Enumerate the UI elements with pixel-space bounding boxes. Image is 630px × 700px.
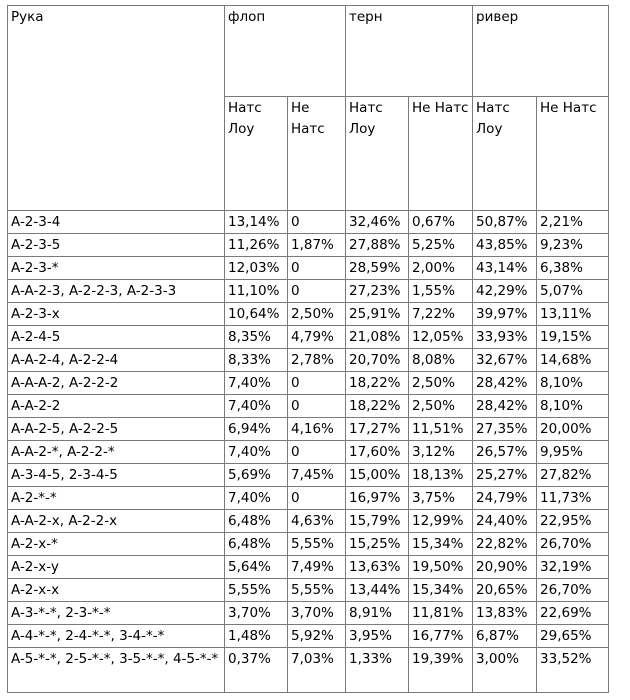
cell-flop-not-nuts: 4,79% [288, 326, 346, 349]
cell-hand: A-5-*-*, 2-5-*-*, 3-5-*-*, 4-5-*-* [8, 648, 225, 693]
cell-turn-nuts-low: 17,27% [346, 418, 409, 441]
cell-river-nuts-low: 3,00% [473, 648, 537, 693]
cell-river-nuts-low: 27,35% [473, 418, 537, 441]
cell-turn-nuts-low: 32,46% [346, 211, 409, 234]
cell-turn-not-nuts: 19,39% [409, 648, 473, 693]
cell-flop-nuts-low: 5,64% [225, 556, 288, 579]
table-row [8, 487, 609, 510]
cell-flop-nuts-low: 11,10% [225, 280, 288, 303]
header-turn-not-nuts: Не Натс [409, 97, 473, 211]
cell-river-not-nuts: 26,70% [537, 533, 609, 556]
cell-flop-not-nuts: 5,92% [288, 625, 346, 648]
cell-river-nuts-low: 24,40% [473, 510, 537, 533]
cell-flop-not-nuts: 0 [288, 395, 346, 418]
table-header [8, 6, 609, 211]
cell-flop-nuts-low: 6,94% [225, 418, 288, 441]
table-row [8, 211, 609, 234]
cell-turn-not-nuts: 18,13% [409, 464, 473, 487]
cell-turn-nuts-low: 17,60% [346, 441, 409, 464]
cell-flop-nuts-low: 0,37% [225, 648, 288, 693]
cell-turn-nuts-low: 21,08% [346, 326, 409, 349]
cell-river-not-nuts: 19,15% [537, 326, 609, 349]
cell-river-nuts-low: 42,29% [473, 280, 537, 303]
cell-hand: A-A-2-5, A-2-2-5 [8, 418, 225, 441]
cell-river-nuts-low: 28,42% [473, 372, 537, 395]
cell-hand: A-A-2-4, A-2-2-4 [8, 349, 225, 372]
cell-turn-not-nuts: 15,34% [409, 533, 473, 556]
cell-turn-not-nuts: 0,67% [409, 211, 473, 234]
header-turn-nuts-low: Натс Лоу [346, 97, 409, 211]
table-row [8, 280, 609, 303]
header-flop-not-nuts: Не Натс [288, 97, 346, 211]
cell-turn-not-nuts: 7,22% [409, 303, 473, 326]
cell-turn-not-nuts: 16,77% [409, 625, 473, 648]
cell-river-nuts-low: 13,83% [473, 602, 537, 625]
table-row [8, 579, 609, 602]
cell-turn-not-nuts: 12,05% [409, 326, 473, 349]
cell-flop-nuts-low: 6,48% [225, 533, 288, 556]
cell-hand: A-A-A-2, A-2-2-2 [8, 372, 225, 395]
cell-turn-nuts-low: 28,59% [346, 257, 409, 280]
header-river-not-nuts: Не Натс [537, 97, 609, 211]
cell-river-nuts-low: 26,57% [473, 441, 537, 464]
cell-river-not-nuts: 9,23% [537, 234, 609, 257]
cell-hand: A-3-*-*, 2-3-*-* [8, 602, 225, 625]
cell-flop-not-nuts: 0 [288, 487, 346, 510]
header-river: ривер [473, 6, 609, 97]
table-body [8, 211, 609, 693]
cell-flop-not-nuts: 0 [288, 257, 346, 280]
cell-hand: A-2-x-x [8, 579, 225, 602]
cell-flop-nuts-low: 10,64% [225, 303, 288, 326]
cell-flop-nuts-low: 7,40% [225, 372, 288, 395]
cell-river-not-nuts: 2,21% [537, 211, 609, 234]
cell-turn-not-nuts: 1,55% [409, 280, 473, 303]
cell-flop-not-nuts: 3,70% [288, 602, 346, 625]
cell-flop-not-nuts: 2,78% [288, 349, 346, 372]
cell-river-nuts-low: 43,14% [473, 257, 537, 280]
cell-turn-not-nuts: 2,50% [409, 372, 473, 395]
cell-flop-nuts-low: 7,40% [225, 487, 288, 510]
cell-flop-not-nuts: 2,50% [288, 303, 346, 326]
cell-turn-nuts-low: 8,91% [346, 602, 409, 625]
cell-turn-nuts-low: 16,97% [346, 487, 409, 510]
cell-hand: A-2-4-5 [8, 326, 225, 349]
cell-turn-nuts-low: 15,79% [346, 510, 409, 533]
table-row [8, 418, 609, 441]
cell-river-nuts-low: 39,97% [473, 303, 537, 326]
header-flop: флоп [225, 6, 346, 97]
cell-turn-not-nuts: 2,00% [409, 257, 473, 280]
cell-flop-nuts-low: 5,69% [225, 464, 288, 487]
header-river-nuts-low: Натс Лоу [473, 97, 537, 211]
header-hand: Рука [8, 6, 225, 211]
cell-river-nuts-low: 24,79% [473, 487, 537, 510]
cell-turn-nuts-low: 27,23% [346, 280, 409, 303]
cell-flop-not-nuts: 4,63% [288, 510, 346, 533]
cell-flop-nuts-low: 7,40% [225, 441, 288, 464]
cell-river-not-nuts: 29,65% [537, 625, 609, 648]
table-row [8, 257, 609, 280]
cell-river-not-nuts: 22,69% [537, 602, 609, 625]
cell-river-not-nuts: 32,19% [537, 556, 609, 579]
cell-turn-nuts-low: 15,25% [346, 533, 409, 556]
table-row [8, 510, 609, 533]
cell-turn-not-nuts: 3,75% [409, 487, 473, 510]
cell-river-not-nuts: 8,10% [537, 372, 609, 395]
table-row [8, 372, 609, 395]
cell-flop-nuts-low: 5,55% [225, 579, 288, 602]
cell-river-not-nuts: 5,07% [537, 280, 609, 303]
cell-river-not-nuts: 9,95% [537, 441, 609, 464]
cell-turn-not-nuts: 19,50% [409, 556, 473, 579]
cell-flop-nuts-low: 11,26% [225, 234, 288, 257]
cell-river-not-nuts: 14,68% [537, 349, 609, 372]
table-row [8, 441, 609, 464]
table-row [8, 349, 609, 372]
cell-river-nuts-low: 50,87% [473, 211, 537, 234]
table-row [8, 602, 609, 625]
cell-turn-nuts-low: 13,63% [346, 556, 409, 579]
cell-hand: A-A-2-*, A-2-2-* [8, 441, 225, 464]
cell-hand: A-A-2-x, A-2-2-x [8, 510, 225, 533]
cell-river-nuts-low: 20,90% [473, 556, 537, 579]
cell-river-not-nuts: 20,00% [537, 418, 609, 441]
cell-river-not-nuts: 26,70% [537, 579, 609, 602]
table-row [8, 234, 609, 257]
cell-hand: A-2-3-4 [8, 211, 225, 234]
cell-hand: A-4-*-*, 2-4-*-*, 3-4-*-* [8, 625, 225, 648]
cell-flop-nuts-low: 8,35% [225, 326, 288, 349]
table-row [8, 326, 609, 349]
cell-hand: A-2-3-x [8, 303, 225, 326]
cell-turn-not-nuts: 11,51% [409, 418, 473, 441]
cell-river-nuts-low: 43,85% [473, 234, 537, 257]
table-row [8, 556, 609, 579]
cell-hand: A-2-*-* [8, 487, 225, 510]
cell-flop-not-nuts: 4,16% [288, 418, 346, 441]
cell-river-not-nuts: 27,82% [537, 464, 609, 487]
cell-river-not-nuts: 6,38% [537, 257, 609, 280]
cell-flop-not-nuts: 0 [288, 441, 346, 464]
cell-river-nuts-low: 6,87% [473, 625, 537, 648]
cell-flop-nuts-low: 6,48% [225, 510, 288, 533]
table-row [8, 464, 609, 487]
cell-river-nuts-low: 25,27% [473, 464, 537, 487]
cell-flop-nuts-low: 13,14% [225, 211, 288, 234]
cell-turn-not-nuts: 3,12% [409, 441, 473, 464]
cell-flop-nuts-low: 3,70% [225, 602, 288, 625]
cell-turn-nuts-low: 25,91% [346, 303, 409, 326]
cell-flop-nuts-low: 1,48% [225, 625, 288, 648]
cell-turn-nuts-low: 1,33% [346, 648, 409, 693]
cell-river-not-nuts: 33,52% [537, 648, 609, 693]
cell-river-nuts-low: 22,82% [473, 533, 537, 556]
cell-flop-nuts-low: 8,33% [225, 349, 288, 372]
cell-flop-not-nuts: 5,55% [288, 579, 346, 602]
header-row-main [8, 6, 609, 97]
cell-turn-not-nuts: 2,50% [409, 395, 473, 418]
cell-flop-not-nuts: 0 [288, 211, 346, 234]
table-row [8, 625, 609, 648]
cell-turn-not-nuts: 8,08% [409, 349, 473, 372]
cell-river-not-nuts: 11,73% [537, 487, 609, 510]
cell-river-nuts-low: 33,93% [473, 326, 537, 349]
cell-river-not-nuts: 13,11% [537, 303, 609, 326]
cell-turn-nuts-low: 15,00% [346, 464, 409, 487]
cell-flop-not-nuts: 7,03% [288, 648, 346, 693]
cell-river-not-nuts: 22,95% [537, 510, 609, 533]
cell-river-nuts-low: 32,67% [473, 349, 537, 372]
cell-river-nuts-low: 20,65% [473, 579, 537, 602]
cell-hand: A-2-3-* [8, 257, 225, 280]
odds-table [7, 5, 609, 693]
cell-turn-nuts-low: 18,22% [346, 372, 409, 395]
cell-turn-not-nuts: 15,34% [409, 579, 473, 602]
cell-flop-not-nuts: 1,87% [288, 234, 346, 257]
cell-flop-nuts-low: 7,40% [225, 395, 288, 418]
table-row [8, 303, 609, 326]
cell-river-nuts-low: 28,42% [473, 395, 537, 418]
cell-hand: A-2-x-y [8, 556, 225, 579]
cell-turn-nuts-low: 3,95% [346, 625, 409, 648]
header-turn: терн [346, 6, 473, 97]
cell-hand: A-A-2-2 [8, 395, 225, 418]
cell-flop-not-nuts: 0 [288, 280, 346, 303]
cell-flop-not-nuts: 7,45% [288, 464, 346, 487]
cell-river-not-nuts: 8,10% [537, 395, 609, 418]
cell-flop-not-nuts: 7,49% [288, 556, 346, 579]
cell-flop-nuts-low: 12,03% [225, 257, 288, 280]
cell-flop-not-nuts: 0 [288, 372, 346, 395]
cell-turn-nuts-low: 18,22% [346, 395, 409, 418]
cell-hand: A-A-2-3, A-2-2-3, A-2-3-3 [8, 280, 225, 303]
cell-hand: A-2-x-* [8, 533, 225, 556]
cell-turn-not-nuts: 11,81% [409, 602, 473, 625]
header-flop-nuts-low: Натс Лоу [225, 97, 288, 211]
cell-hand: A-2-3-5 [8, 234, 225, 257]
cell-hand: A-3-4-5, 2-3-4-5 [8, 464, 225, 487]
cell-turn-nuts-low: 20,70% [346, 349, 409, 372]
table-row [8, 533, 609, 556]
cell-flop-not-nuts: 5,55% [288, 533, 346, 556]
cell-turn-not-nuts: 12,99% [409, 510, 473, 533]
table-row [8, 648, 609, 693]
cell-turn-not-nuts: 5,25% [409, 234, 473, 257]
odds-table-container [7, 5, 609, 693]
cell-turn-nuts-low: 13,44% [346, 579, 409, 602]
cell-turn-nuts-low: 27,88% [346, 234, 409, 257]
table-row [8, 395, 609, 418]
